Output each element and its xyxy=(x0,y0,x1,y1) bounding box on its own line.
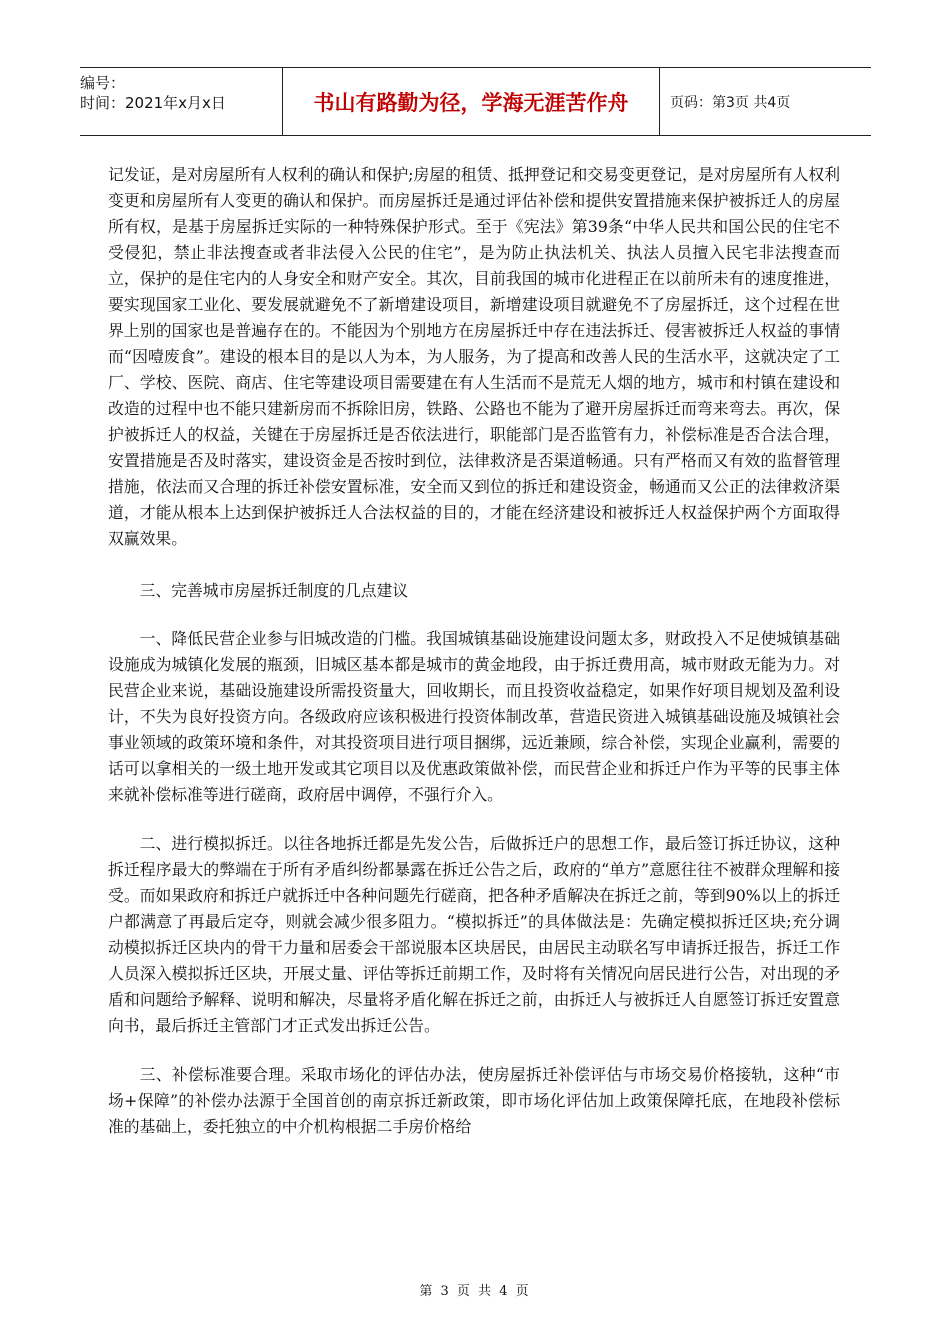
section-heading: 三、完善城市房屋拆迁制度的几点建议 xyxy=(139,581,409,600)
paragraph-suggestion-2: 二、进行模拟拆迁。以往各地拆迁都是先发公告，后做拆迁户的思想工作，最后签订拆迁协议，这种拆迁程序最大的弊端在于所有矛盾纠纷都暴露在拆迁公告之后，政府的“单方”意愿往往不被群众理解和接受。而如果政府和拆迁户就拆迁中各种问题先行磋商，把各种矛盾解决在拆迁之前，等到90%以上的拆迁户都满意了再最后定夺，则就会减少很多阻力。“模拟拆迁”的具体做法是：先确定模拟拆迁区块;充分调动模拟拆迁区块内的骨干力量和居委会干部说服本区块居民，由居民主动联名写申请拆迁报告，拆迁工作人员深入模拟拆迁区块，开展丈量、评估等拆迁前期工作，及时将有关情况向居民进行公告，对出现的矛盾和问题给予解释、说明和解决，尽量将矛盾化解在拆迁之前，由拆迁人与被拆迁人自愿签订拆迁安置意向书，最后拆迁主管部门才正式发出拆迁公告。 xyxy=(108,834,840,1035)
paragraph-suggestion-3: 三、补偿标准要合理。采取市场化的评估办法，使房屋拆迁补偿评估与市场交易价格接轨，这种“市场+保障”的补偿办法源于全国首创的南京拆迁新政策，即市场化评估加上政策保障托底，在地段补偿标准的基础上，委托独立的中介机构根据二手房价格给 xyxy=(108,1065,840,1136)
page-footer: 第 3 页 共 4 页 xyxy=(419,1284,531,1299)
header-motto: 书山有路勤为径，学海无涯苦作舟 xyxy=(282,68,660,135)
header-page-label: 页码：第3页 共4页 xyxy=(670,94,791,111)
paragraph-continuation: 记发证，是对房屋所有人权利的确认和保护;房屋的租赁、抵押登记和交易变更登记，是对房屋所有人权利变更和房屋所有人变更的确认和保护。而房屋拆迁是通过评估补偿和提供安置措施来保护被拆迁人的房屋所有权，是基于房屋拆迁实际的一种特殊保护形式。至于《宪法》第39条“中华人民共和国公民的住宅不受侵犯，禁止非法搜查或者非法侵入公民的住宅”，是为防止执法机关、执法人员擅入民宅非法搜查而立，保护的是住宅内的人身安全和财产安全。其次，目前我国的城市化进程正在以前所未有的速度推进，要实现国家工业化、要发展就避免不了新增建设项目，新增建设项目就避免不了房屋拆迁，这个过程在世界上别的国家也是普遍存在的。不能因为个别地方在房屋拆迁中存在违法拆迁、侵害被拆迁人权益的事情而“因噎废食”。建设的根本目的是以人为本，为人服务，为了提高和改善人民的生活水平，这就决定了工厂、学校、医院、商店、住宅等建设项目需要建在有人生活而不是荒无人烟的地方，城市和村镇在建设和改造的过程中也不能只建新房而不拆除旧房，铁路、公路也不能为了避开房屋拆迁而弯来弯去。再次，保护被拆迁人的权益，关键在于房屋拆迁是否依法进行，职能部门是否监管有力，补偿标准是否合法合理，安置措施是否及时落实，建设资金是否按时到位，法律救济是否渠道畅通。只有严格而又有效的监督管理措施，依法而又合理的拆迁补偿安置标准，安全而又到位的拆迁和建设资金，畅通而又公正的法律救济渠道，才能从根本上达到保护被拆迁人合法权益的目的，才能在经济建设和被拆迁人权益保护两个方面取得双赢效果。 xyxy=(108,165,840,548)
page-header xyxy=(80,67,871,136)
paragraph-suggestion-1: 一、降低民营企业参与旧城改造的门槛。我国城镇基础设施建设问题太多，财政投入不足使城镇基础设施成为城镇化发展的瓶颈，旧城区基本都是城市的黄金地段，由于拆迁费用高，城市财政无能为力。对民营企业来说，基础设施建设所需投资量大，回收期长，而且投资收益稳定，如果作好项目规划及盈利设计，不失为良好投资方向。各级政府应该积极进行投资体制改革，营造民资进入城镇基础设施及城镇社会事业领域的政策环境和条件，对其投资项目进行项目捆绑，远近兼顾，综合补偿，实现企业赢利，需要的话可以拿相关的一级土地开发或其它项目以及优惠政策做补偿，而民营企业和拆迁户作为平等的民事主体来就补偿标准等进行磋商，政府居中调停，不强行介入。 xyxy=(108,629,840,804)
document-body xyxy=(108,162,840,1140)
header-left xyxy=(80,68,282,135)
document-number-label: 编号： xyxy=(80,74,126,92)
document-time-label: 时间：2021年x月x日 xyxy=(80,94,226,112)
